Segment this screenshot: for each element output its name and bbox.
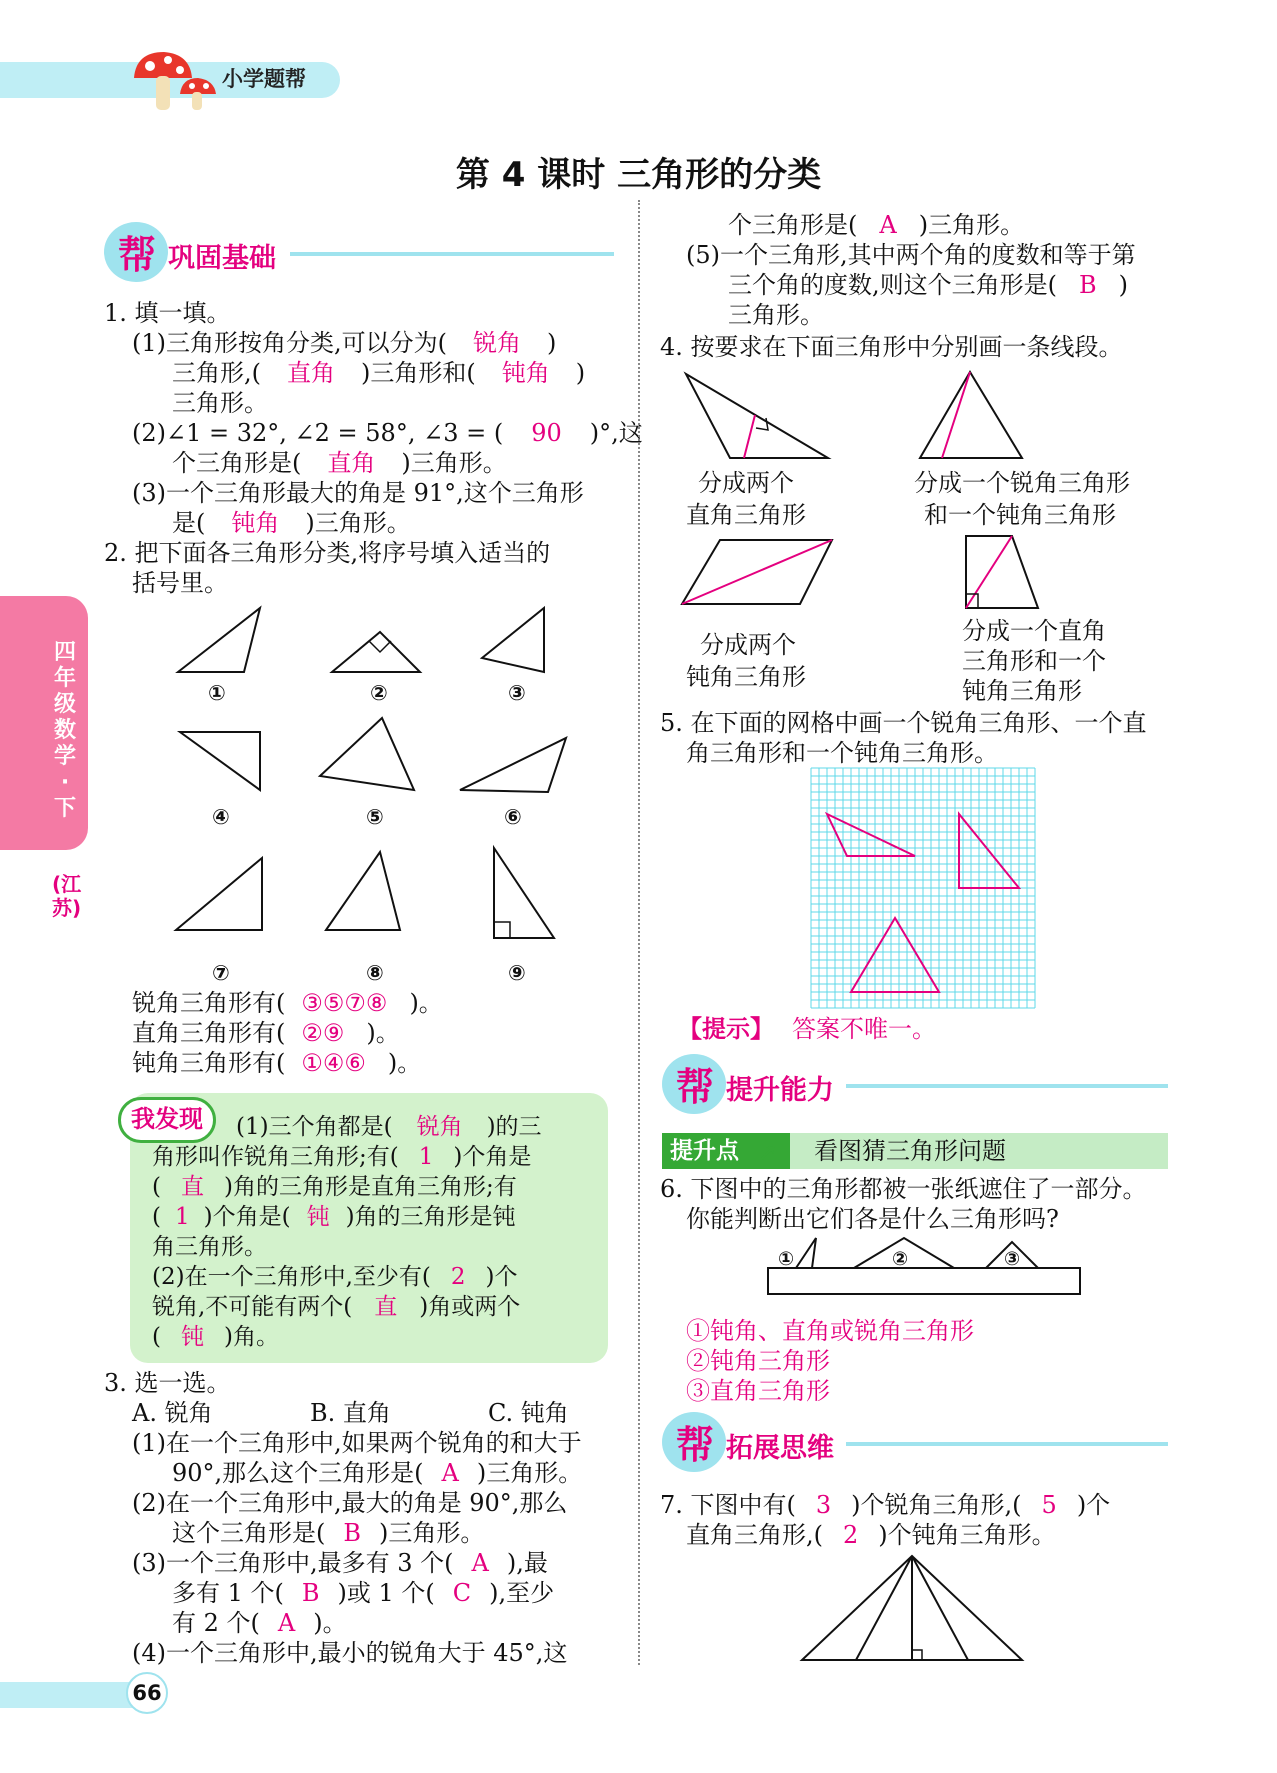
q2-label-5: ⑤ <box>366 805 384 829</box>
q4-caption-2b: 和一个钝角三角形 <box>924 501 1116 529</box>
q4-caption-1a: 分成两个 <box>698 469 794 497</box>
grid-acute-triangle <box>851 918 939 992</box>
section-improve-title: 提升能力 <box>726 1075 834 1106</box>
discover-line1: (1)三个角都是( 锐角 )的三 <box>236 1114 542 1140</box>
mushroom-logo-icon <box>128 48 224 114</box>
q4-caption-3a: 分成两个 <box>700 631 796 659</box>
side-region-label: (江苏) <box>52 872 82 920</box>
q5-grid <box>811 768 1035 1008</box>
triangle-3 <box>482 608 544 672</box>
q1-heading: 1. 填一填。 <box>104 299 231 327</box>
triangle-6 <box>460 738 566 792</box>
section-rule <box>846 1442 1168 1446</box>
q3-s2-line2: 这个三角形是( B )三角形。 <box>172 1519 485 1547</box>
q5-hint-line <box>678 1014 936 1044</box>
q2-triangles-figure <box>160 600 580 980</box>
q2-label-7: ⑦ <box>212 961 230 985</box>
q3-option-c: C. 钝角 <box>488 1399 569 1427</box>
discover-line8: ( 钝 )角。 <box>152 1324 279 1350</box>
q6-answer-3: ③直角三角形 <box>686 1377 830 1405</box>
q1-line2: 三角形,( 直角 )三角形和( 钝角 ) <box>172 359 586 387</box>
q6-cover-paper <box>768 1268 1080 1294</box>
discover-line2: 角形叫作锐角三角形;有( 1 )个角是 <box>152 1144 532 1170</box>
q4-triangle-2 <box>920 372 1022 458</box>
triangle-8 <box>326 852 400 930</box>
q3-s1-line1: (1)在一个三角形中,如果两个锐角的和大于 <box>132 1429 582 1457</box>
point-tag: 提升点 <box>662 1133 790 1169</box>
q7-line2: 直角三角形,( 2 )个钝角三角形。 <box>686 1521 1056 1549</box>
q3-s3-line2: 多有 1 个( B )或 1 个( C ),至少 <box>172 1579 555 1607</box>
column-divider <box>638 200 640 1665</box>
q3-s5-line1: (5)一个三角形,其中两个角的度数和等于第 <box>686 241 1136 269</box>
q1-line1: (1)三角形按角分类,可以分为( 锐角 ) <box>132 329 557 357</box>
q2-line1: 2. 把下面各三角形分类,将序号填入适当的 <box>104 539 551 567</box>
q3-s3-line1: (3)一个三角形中,最多有 3 个( A ),最 <box>132 1549 548 1577</box>
q2-label-4: ④ <box>212 805 230 829</box>
discover-line3: ( 直 )角的三角形是直角三角形;有 <box>152 1174 517 1200</box>
discover-line4: ( 1 )个角是( 钝 )角的三角形是钝 <box>152 1204 516 1230</box>
q4-caption-2a: 分成一个锐角三角形 <box>914 469 1130 497</box>
point-text: 看图猜三角形问题 <box>814 1137 1006 1165</box>
section-expand-title: 拓展思维 <box>726 1433 834 1464</box>
q2-acute-line: 锐角三角形有( ③⑤⑦⑧ )。 <box>132 989 443 1017</box>
q2-label-1: ① <box>208 681 226 705</box>
q4-trapezoid <box>966 536 1038 608</box>
q3-s2-line1: (2)在一个三角形中,最大的角是 90°,那么 <box>132 1489 568 1517</box>
q6-answer-1: ①钝角、直角或锐角三角形 <box>686 1317 974 1345</box>
q4-triangle-1 <box>686 374 828 458</box>
discover-line5: 角三角形。 <box>152 1234 267 1260</box>
q2-obtuse-line: 钝角三角形有( ①④⑥ )。 <box>132 1049 422 1077</box>
q6-triangle-1 <box>796 1238 816 1268</box>
q1-line7: 是( 钝角 )三角形。 <box>172 509 411 537</box>
q2-label-9: ⑨ <box>508 961 526 985</box>
discover-line6: (2)在一个三角形中,至少有( 2 )个 <box>152 1264 518 1290</box>
triangle-4 <box>180 732 260 790</box>
q6-line1: 6. 下图中的三角形都被一张纸遮住了一部分。 <box>660 1175 1147 1203</box>
section-basic-title: 巩固基础 <box>168 243 276 274</box>
q6-label-3: ③ <box>1004 1248 1021 1270</box>
triangle-7 <box>176 858 262 930</box>
q6-label-1: ① <box>778 1248 795 1270</box>
section-rule <box>290 252 614 256</box>
triangle-5 <box>320 718 414 790</box>
q3-s5-line3: 三角形。 <box>728 301 824 329</box>
q6-label-2: ② <box>892 1248 909 1270</box>
q4-heading: 4. 按要求在下面三角形中分别画一条线段。 <box>660 333 1123 361</box>
triangle-2 <box>332 632 420 672</box>
section-rule <box>846 1084 1168 1088</box>
q3-s3-line3: 有 2 个( A )。 <box>172 1609 347 1637</box>
q6-answer-2: ②钝角三角形 <box>686 1347 830 1375</box>
brand-name: 小学题帮 <box>222 67 306 91</box>
q7-line1: 7. 下图中有( 3 )个锐角三角形,( 5 )个 <box>660 1491 1111 1519</box>
q3-option-a: A. 锐角 <box>132 1399 213 1427</box>
arrow-icon: ➚ <box>758 1138 779 1166</box>
q1-line4: (2)∠1 = 32°, ∠2 = 58°, ∠3 = ( 90 )°,这 <box>132 419 643 447</box>
q4-caption-4a: 分成一个直角 <box>962 617 1106 645</box>
section-basic-header <box>104 222 614 282</box>
q3-s4-line1: (4)一个三角形中,最小的锐角大于 45°,这 <box>132 1639 568 1667</box>
q5-hint-tag: 【提示】 <box>678 1015 774 1043</box>
q7-triangle-figure <box>800 1552 1026 1662</box>
q4-caption-4c: 钝角三角形 <box>962 677 1082 705</box>
q2-label-8: ⑧ <box>366 961 384 985</box>
section-expand-header <box>662 1412 1168 1472</box>
q3-option-b: B. 直角 <box>310 1399 391 1427</box>
q2-right-line: 直角三角形有( ②⑨ )。 <box>132 1019 400 1047</box>
q3-s5-line2: 三个角的度数,则这个三角形是( B ) <box>728 271 1129 299</box>
q2-label-6: ⑥ <box>504 805 522 829</box>
q5-hint-text: 答案不唯一。 <box>792 1015 936 1043</box>
section-improve-header <box>662 1054 1168 1114</box>
q4-caption-1b: 直角三角形 <box>686 501 806 529</box>
section-bang-char: 帮 <box>676 1065 715 1109</box>
q2-label-2: ② <box>370 681 388 705</box>
grid-obtuse-triangle <box>827 814 915 856</box>
q2-line2: 括号里。 <box>132 569 228 597</box>
q4-caption-3b: 钝角三角形 <box>686 663 806 691</box>
q1-line3: 三角形。 <box>172 389 268 417</box>
triangle-9 <box>494 848 554 938</box>
section-bang-char: 帮 <box>676 1423 715 1467</box>
q5-line2: 角三角形和一个钝角三角形。 <box>686 739 998 767</box>
discover-tag: 我发现 <box>118 1097 216 1143</box>
q6-covered-triangles <box>766 1236 1086 1296</box>
section-bang-char: 帮 <box>118 233 157 277</box>
q3-s1-line2: 90°,那么这个三角形是( A )三角形。 <box>172 1459 583 1487</box>
page-title: 第 4 课时 三角形的分类 <box>455 155 822 195</box>
discover-line7: 锐角,不可能有两个( 直 )角或两个 <box>152 1294 521 1320</box>
q5-line1: 5. 在下面的网格中画一个锐角三角形、一个直 <box>660 709 1147 737</box>
triangle-1 <box>178 608 260 672</box>
q2-label-3: ③ <box>508 681 526 705</box>
q4-caption-4b: 三角形和一个 <box>962 647 1106 675</box>
grid-right-triangle <box>959 814 1019 888</box>
page-number: 66 <box>126 1672 168 1714</box>
q3-heading: 3. 选一选。 <box>104 1369 231 1397</box>
q3-s4-line2: 个三角形是( A )三角形。 <box>728 211 1025 239</box>
q6-line2: 你能判断出它们各是什么三角形吗? <box>686 1205 1059 1233</box>
side-grade-label: 四年级数学·下 <box>53 640 76 821</box>
q1-line5: 个三角形是( 直角 )三角形。 <box>172 449 507 477</box>
q1-line6: (3)一个三角形最大的角是 91°,这个三角形 <box>132 479 584 507</box>
